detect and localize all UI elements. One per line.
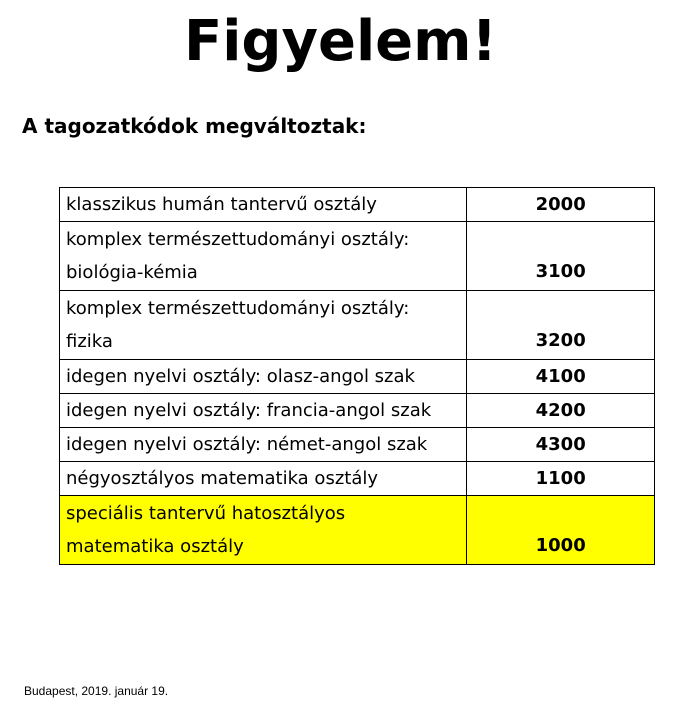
class-code-cell: 3200 bbox=[467, 291, 655, 360]
class-name-cell bbox=[60, 291, 467, 360]
table-row bbox=[60, 188, 655, 222]
class-code-cell: 4200 bbox=[467, 394, 655, 428]
page-title: Figyelem! bbox=[183, 9, 498, 74]
class-name-line: komplex természettudományi osztály: bbox=[66, 229, 410, 250]
class-name-line: idegen nyelvi osztály: német-angol szak bbox=[66, 434, 428, 455]
class-name-line: idegen nyelvi osztály: francia-angol szak bbox=[66, 400, 432, 421]
class-code-cell: 3100 bbox=[467, 222, 655, 291]
footer-date: Budapest, 2019. január 19. bbox=[24, 684, 169, 698]
table-row bbox=[60, 291, 655, 360]
class-name-cell bbox=[60, 428, 467, 462]
class-name-cell bbox=[60, 360, 467, 394]
table-row bbox=[60, 222, 655, 291]
class-name-cell bbox=[60, 462, 467, 496]
class-name-line: klasszikus humán tantervű osztály bbox=[66, 194, 377, 215]
class-name-line: biológia-kémia bbox=[66, 262, 198, 283]
class-name-cell bbox=[60, 188, 467, 222]
class-code-cell: 1000 bbox=[467, 496, 655, 565]
table-row bbox=[60, 428, 655, 462]
class-name-cell bbox=[60, 394, 467, 428]
class-name-line: matematika osztály bbox=[66, 536, 244, 557]
class-code-cell: 4300 bbox=[467, 428, 655, 462]
table-row bbox=[60, 462, 655, 496]
table-row bbox=[60, 496, 655, 565]
table-row bbox=[60, 394, 655, 428]
class-code-cell: 4100 bbox=[467, 360, 655, 394]
class-name-line: fizika bbox=[66, 331, 113, 352]
class-name-line: idegen nyelvi osztály: olasz-angol szak bbox=[66, 366, 415, 387]
class-code-cell: 2000 bbox=[467, 188, 655, 222]
class-name-cell bbox=[60, 496, 467, 565]
class-code-cell: 1100 bbox=[467, 462, 655, 496]
class-name-cell bbox=[60, 222, 467, 291]
class-name-line: speciális tantervű hatosztályos bbox=[66, 503, 346, 524]
class-name-line: komplex természettudományi osztály: bbox=[66, 298, 410, 319]
class-code-table bbox=[59, 187, 655, 565]
class-name-line: négyosztályos matematika osztály bbox=[66, 468, 379, 489]
page-subtitle: A tagozatkódok megváltoztak: bbox=[22, 114, 367, 138]
table-row bbox=[60, 360, 655, 394]
